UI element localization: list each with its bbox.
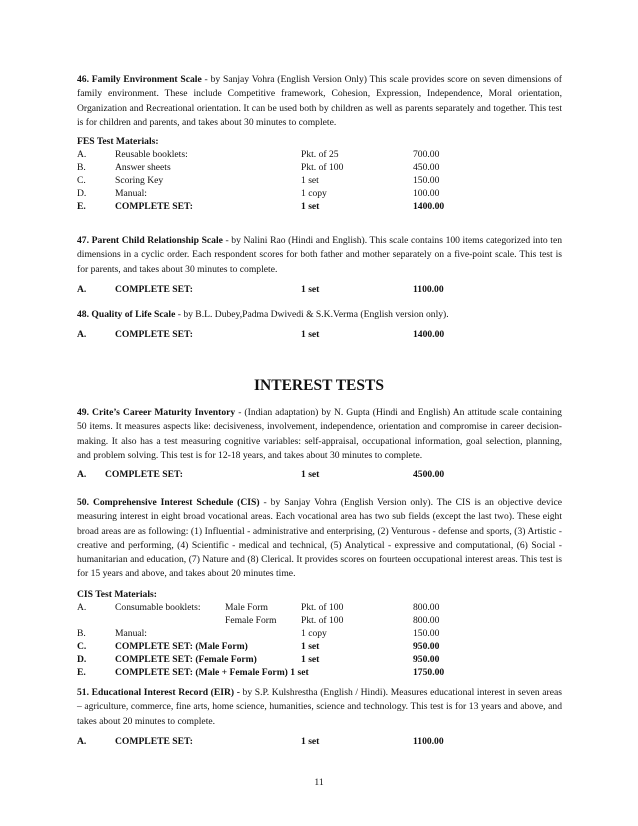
item-pack: 1 set: [301, 653, 320, 665]
item-price: 700.00: [413, 149, 440, 161]
item-letter: E.: [77, 201, 86, 213]
section-46-paragraph: [77, 73, 562, 130]
item-name: Manual:: [115, 627, 147, 639]
item-letter: A.: [77, 469, 87, 481]
item-name: COMPLETE SET: (Female Form): [115, 653, 257, 665]
section-47-paragraph: [77, 234, 562, 277]
section-46-text: - by Sanjay Vohra (English Version Only) This scale provides score on seven dimensions of family environment. These include Competitive framework, Cohesion, Expression, Independence, Moral orientation, Organization and Recreational orientation. It can be used both by children as well as parents separately and together. This test is for children and parents, and takes about 30 minutes to complete.: [77, 74, 562, 128]
item-name: Reusable booklets:: [115, 149, 188, 161]
item-price: 1400.00: [413, 329, 445, 341]
item-name: Consumable booklets:: [115, 601, 201, 613]
item-price: 800.00: [413, 614, 440, 626]
table-row: [77, 187, 562, 200]
item-pack: Pkt. of 100: [301, 162, 344, 174]
table-row: [77, 640, 562, 653]
item-price: 950.00: [413, 653, 440, 665]
table-row: [77, 328, 562, 341]
item-name: COMPLETE SET:: [115, 735, 193, 747]
interest-tests-heading: INTEREST TESTS: [254, 377, 384, 394]
item-name: Manual:: [115, 188, 147, 200]
item-price: 800.00: [413, 601, 440, 613]
item-letter: E.: [77, 666, 86, 678]
section-46-title: 46. Family Environment Scale: [77, 74, 202, 85]
item-name: COMPLETE SET: (Male + Female Form) 1 set: [115, 666, 309, 678]
item-letter: C.: [77, 640, 87, 652]
section-49-paragraph: [77, 406, 562, 463]
item-price: 1100.00: [413, 283, 444, 295]
table-row: [77, 174, 562, 187]
item-name: COMPLETE SET:: [115, 329, 193, 341]
item-form: Male Form: [225, 601, 268, 613]
section-50: [77, 496, 562, 679]
item-letter: A.: [77, 283, 87, 295]
item-pack: 1 copy: [301, 188, 327, 200]
page-number: 11: [314, 777, 324, 788]
item-letter: B.: [77, 627, 86, 639]
table-row: [77, 653, 562, 666]
section-50-paragraph: [77, 496, 562, 582]
item-price: 1400.00: [413, 201, 445, 213]
table-row: [77, 200, 562, 213]
section-48-text: - by B.L. Dubey,Padma Dwivedi & S.K.Verma (English version only).: [175, 309, 449, 320]
section-49: [77, 406, 562, 481]
item-pack: 1 set: [301, 283, 320, 295]
item-price: 1100.00: [413, 735, 444, 747]
section-47: [77, 234, 562, 296]
item-pack: 1 set: [301, 469, 320, 481]
section-47-text: - by Nalini Rao (Hindi and English). This scale contains 100 items categorized into ten dimensions in a cyclic order. Each respondent scores for both father and mother separately on a five-point scale. This test is for parents, and takes about 30 minutes to complete.: [77, 235, 562, 275]
item-letter: A.: [77, 735, 87, 747]
item-name: COMPLETE SET:: [115, 283, 193, 295]
item-price: 450.00: [413, 162, 440, 174]
item-price: 1750.00: [413, 666, 445, 678]
section-51-paragraph: [77, 686, 562, 729]
item-pack: Pkt. of 100: [301, 614, 344, 626]
item-name: COMPLETE SET:: [115, 201, 193, 213]
fes-materials-title: FES Test Materials:: [77, 136, 159, 148]
item-pack: Pkt. of 25: [301, 149, 339, 161]
item-letter: A.: [77, 329, 87, 341]
table-row: [77, 614, 562, 627]
section-46: [77, 73, 562, 213]
item-price: 150.00: [413, 175, 440, 187]
section-50-title: 50. Comprehensive Interest Schedule (CIS): [77, 497, 260, 508]
section-49-text: - (Indian adaptation) by N. Gupta (Hindi and English) An attitude scale containing 50 items. It measures aspects like: decisiveness, involvement, independence, orientation and compromise in career decision-making. It also has a test measuring cognitive variables: self-appraisal, occupational information, goal selection, planning, and problem solving. This test is for 12-18 years, and takes about 30 minutes to complete.: [77, 407, 562, 461]
item-letter: A.: [77, 149, 87, 161]
item-letter: A.: [77, 601, 87, 613]
item-letter: D.: [77, 188, 87, 200]
table-row: [77, 468, 562, 481]
item-pack: 1 set: [301, 201, 320, 213]
item-pack: 1 copy: [301, 627, 327, 639]
item-form: Female Form: [225, 614, 277, 626]
table-row: [77, 627, 562, 640]
item-letter: D.: [77, 653, 87, 665]
item-price: 150.00: [413, 627, 440, 639]
item-price: 950.00: [413, 640, 440, 652]
item-letter: B.: [77, 162, 86, 174]
section-48-paragraph: [77, 308, 562, 322]
item-price: 100.00: [413, 188, 440, 200]
item-pack: 1 set: [301, 640, 320, 652]
table-row: [77, 601, 562, 614]
table-row: [77, 666, 562, 679]
item-name: COMPLETE SET:: [105, 469, 183, 481]
cis-materials-title: CIS Test Materials:: [77, 588, 157, 600]
item-name: COMPLETE SET: (Male Form): [115, 640, 248, 652]
section-48: [77, 308, 562, 341]
section-51: [77, 686, 562, 748]
item-pack: Pkt. of 100: [301, 601, 344, 613]
item-pack: 1 set: [301, 735, 320, 747]
item-pack: 1 set: [301, 329, 320, 341]
item-name: Scoring Key: [115, 175, 164, 187]
section-49-title: 49. Crite’s Career Maturity Inventory: [77, 407, 236, 418]
table-row: [77, 161, 562, 174]
section-50-text: - by Sanjay Vohra (English Version only). The CIS is an objective device measuring interest in eight broad vocational areas. Each vocational area has two sub fields (except the last two). These eight broad areas are as following: (1) Influential - administrative and enterprising, (2) Venturous - defense and sports, (3) Artistic - creative and performing, (4) Scientific - medical and technical, (5) Analytical - expressive and computational, (6) Social - humanitarian and education, (7) Nature and (8) Clerical. It provides scores on fourteen occupational interest areas. This test is for 15 years and above, and takes about 20 minutes time.: [77, 497, 562, 580]
table-row: [77, 735, 562, 748]
section-51-text: by S.P. Kulshrestha (English / Hindi). Measures educational interest in seven areas – agriculture, commerce, fine arts, home science, humanities, science and technology. This test is for 13 years and above, and takes about 20 minutes to complete.: [77, 687, 562, 727]
section-47-title: 47. Parent Child Relationship Scale: [77, 235, 223, 246]
section-48-title: 48. Quality of Life Scale: [77, 309, 176, 320]
item-price: 4500.00: [413, 469, 445, 481]
item-letter: C.: [77, 175, 86, 187]
table-row: [77, 148, 562, 161]
item-name: Answer sheets: [115, 162, 171, 174]
section-51-title: 51. Educational Interest Record (EIR) -: [77, 687, 240, 698]
table-row: [77, 283, 562, 296]
item-pack: 1 set: [301, 175, 319, 187]
